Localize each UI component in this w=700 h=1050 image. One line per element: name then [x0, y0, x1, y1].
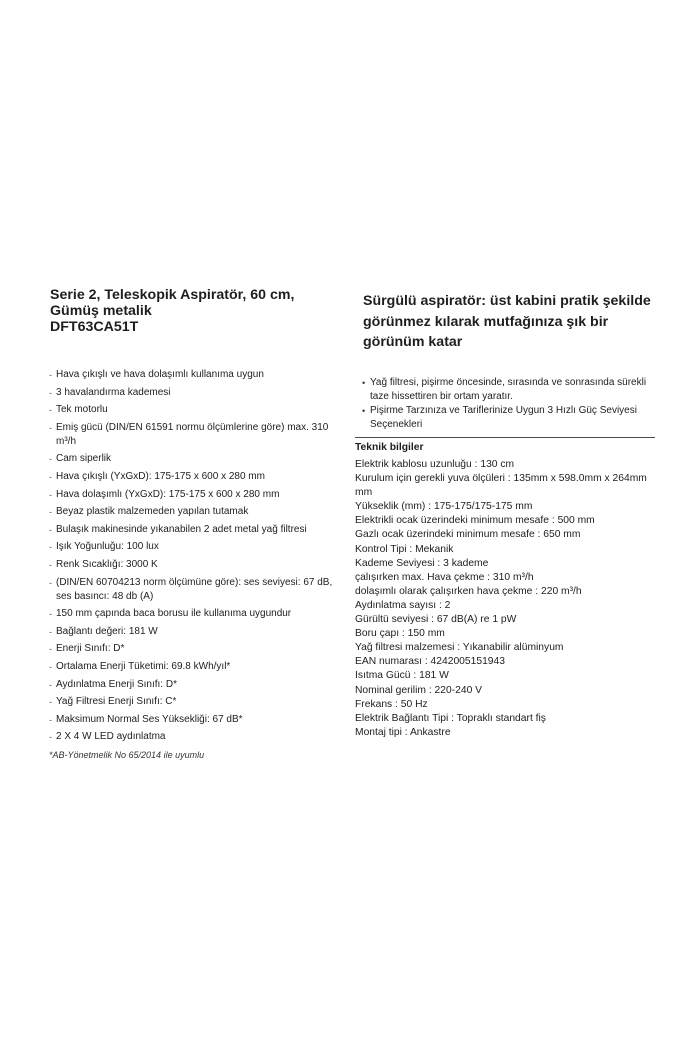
spec-line: çalışırken max. Hava çekme : 310 m³/h — [355, 571, 534, 583]
spec-line: Elektrik Bağlantı Tipi : Topraklı standart fiş — [355, 712, 546, 724]
spec-line: Elektrikli ocak üzerindeki minimum mesafe : 500 mm — [355, 515, 595, 527]
spec-line: Montaj tipi : Ankastre — [355, 726, 451, 738]
technical-specs — [355, 458, 655, 740]
feature-item: - Yağ Filtresi Enerji Sınıfı: C* — [49, 695, 341, 709]
feature-headline: Sürgülü aspiratör: üst kabini pratik şekilde görünmez kılarak mutfağınıza şık bir görünüm katar — [363, 293, 651, 350]
spec-line: Yükseklik (mm) : 175-175/175-175 mm — [355, 501, 533, 513]
feature-item: - Bağlantı değeri: 181 W — [49, 625, 341, 639]
specs-heading: Teknik bilgiler — [355, 442, 424, 453]
feature-item: - Maksimum Normal Ses Yüksekliği: 67 dB* — [49, 713, 341, 727]
spec-line: Frekans : 50 Hz — [355, 698, 428, 710]
feature-list — [49, 368, 341, 748]
feature-item: - Hava çıkışlı (YxGxD): 175-175 x 600 x 280 mm — [49, 470, 341, 484]
spec-line: Elektrik kablosu uzunluğu : 130 cm — [355, 459, 515, 470]
spec-line: Yağ filtresi malzemesi : Yıkanabilir alüminyum — [355, 642, 564, 654]
spec-line: Kontrol Tipi : Mekanik — [355, 543, 454, 555]
spec-line: Gazlı ocak üzerindeki minimum mesafe : 650 mm — [355, 529, 581, 541]
model-number: DFT63CA51T — [50, 319, 139, 335]
spec-line: Aydınlatma sayısı : 2 — [355, 599, 451, 611]
feature-item: - Enerji Sınıfı: D* — [49, 642, 341, 656]
feature-item: - Emiş gücü (DIN/EN 61591 normu ölçümlerine göre) max. 310 m³/h — [49, 421, 341, 449]
spec-line: Nominal gerilim : 220-240 V — [355, 684, 483, 696]
spec-line: Boru çapı : 150 mm — [355, 628, 445, 640]
section-divider — [355, 437, 655, 438]
highlight-item: • Pişirme Tarzınıza ve Tariflerinize Uygun 3 Hızlı Güç Seviyesi Seçenekleri — [362, 404, 655, 432]
spec-line: Isıtma Gücü : 181 W — [355, 670, 449, 682]
spec-line: EAN numarası : 4242005151943 — [355, 656, 505, 668]
feature-item: - Hava çıkışlı ve hava dolaşımlı kullanıma uygun — [49, 368, 341, 382]
spec-line: Gürültü seviyesi : 67 dB(A) re 1 pW — [355, 614, 517, 626]
highlight-list — [362, 376, 655, 432]
regulation-footnote: *AB-Yönetmelik No 65/2014 ile uyumlu — [49, 750, 205, 760]
feature-item: - (DIN/EN 60704213 norm ölçümüne göre): ses seviyesi: 67 dB, ses basıncı: 48 db (A) — [49, 576, 341, 604]
spec-line: Kurulum için gerekli yuva ölçüleri : 135mm x 598.0mm x 264mm mm — [355, 473, 647, 499]
feature-item: - Aydınlatma Enerji Sınıfı: D* — [49, 678, 341, 692]
feature-item: - 2 X 4 W LED aydınlatma — [49, 730, 341, 744]
spec-line: dolaşımlı olarak çalışırken hava çekme : 220 m³/h — [355, 585, 582, 597]
feature-item: - Beyaz plastik malzemeden yapılan tutamak — [49, 505, 341, 519]
feature-item: - Renk Sıcaklığı: 3000 K — [49, 558, 341, 572]
feature-item: - Hava dolaşımlı (YxGxD): 175-175 x 600 x 280 mm — [49, 488, 341, 502]
feature-item: - Tek motorlu — [49, 403, 341, 417]
highlight-item: • Yağ filtresi, pişirme öncesinde, sırasında ve sonrasında sürekli taze hissettiren bir ortam yaratır. — [362, 376, 655, 404]
feature-item: - Cam siperlik — [49, 452, 341, 466]
feature-item: - 3 havalandırma kademesi — [49, 386, 341, 400]
feature-item: - Ortalama Enerji Tüketimi: 69.8 kWh/yıl* — [49, 660, 341, 674]
feature-item: - Işık Yoğunluğu: 100 lux — [49, 540, 341, 554]
product-title: Serie 2, Teleskopik Aspiratör, 60 cm, Gümüş metalik — [50, 287, 295, 319]
feature-item: - 150 mm çapında baca borusu ile kullanıma uygundur — [49, 607, 341, 621]
spec-line: Kademe Seviyesi : 3 kademe — [355, 557, 489, 569]
feature-item: - Bulaşık makinesinde yıkanabilen 2 adet metal yağ filtresi — [49, 523, 341, 537]
